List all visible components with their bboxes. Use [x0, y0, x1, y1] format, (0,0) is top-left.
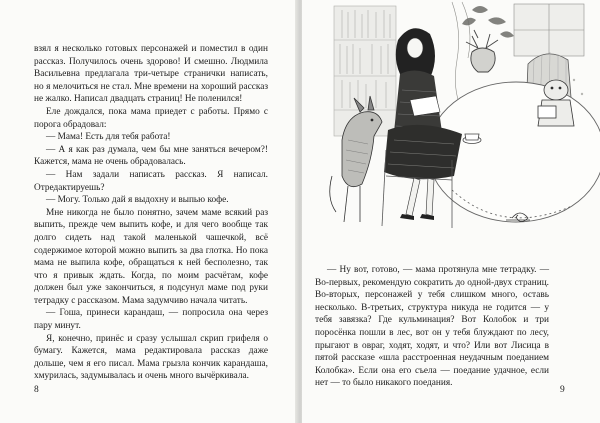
paragraph: Я, конечно, принёс и сразу услышал скрип грифеля о бумагу. Кажется, мама редактировала рассказ даже дольше, чем я его писал. Мама грызла кончик карандаша, хмурилась, задумывалась и очень много вычёркивала.: [34, 333, 268, 382]
paragraph: взял я несколько готовых персонажей и поместил в один рассказ. Получилось очень здорово! И смешно. Людмила Васильевна предлагала три-четыре странички написать, но я мелочиться не стал. Мне времени на хороший рассказ не жалко. Написал двадцать страниц! Не поленился!: [34, 44, 268, 105]
paragraph: — Могу. Только дай я выдохну и выпью кофе.: [46, 195, 229, 206]
paragraph: — Мама! Есть для тебя работа!: [46, 132, 171, 143]
paragraph: Мне никогда не было понятно, зачем маме всякий раз выпить, прежде чем выпить кофе, и для чего вообще так долго сидеть над такой маленькой чашечкой, всё содержимое которой можно выпить за два глотка. Но пока мама не выпила кофе, обращаться к ней бесполезно, так что я привык ждать. Когда, по моим расчётам, кофе должен был уже закончиться, я подсунул маме под руки тетрадку с рассказом. Мама задумчиво начала читать.: [34, 207, 268, 306]
illustration: [302, 0, 600, 250]
right-page-text: [315, 264, 549, 390]
page-number-left: 8: [34, 385, 39, 395]
page-number-right: 9: [560, 385, 565, 395]
paragraph: Еле дождался, пока мама приедет с работы. Прямо с порога обрадовал:: [34, 106, 268, 130]
paragraph: — Гоша, принеси карандаш, — попросила она через пару минут.: [34, 308, 268, 332]
paragraph: — Ну вот, готово, — мама протянула мне тетрадку. — Во-первых, рекомендую сократить до одной-двух страниц. Во-вторых, персонажей у тебя слишком много, оставь несколько. В-третьих, структура никуда не годится — у тебя завязка? Где кульминация? Вот Колобок и три поросёнка пошли в лес, вот он у тебя блуждают по лесу, прыгают в овраг, ходят, ходят, и что? Или вот Лисица в пятой рассказе «шла расстроенная неудачным поеданием Колобка». Если она его съела — поедание удачное, если нет — то было никакого поедания.: [315, 265, 549, 389]
left-page: [0, 0, 298, 423]
right-page: [302, 0, 600, 423]
paragraph: — А я как раз думала, чем бы мне заняться вечером?! Кажется, мама не очень обрадовалась.: [34, 144, 268, 168]
paragraph: — Нам задали написать рассказ. Я написал. Отредактируешь?: [34, 169, 268, 193]
left-page-text: [34, 43, 268, 383]
